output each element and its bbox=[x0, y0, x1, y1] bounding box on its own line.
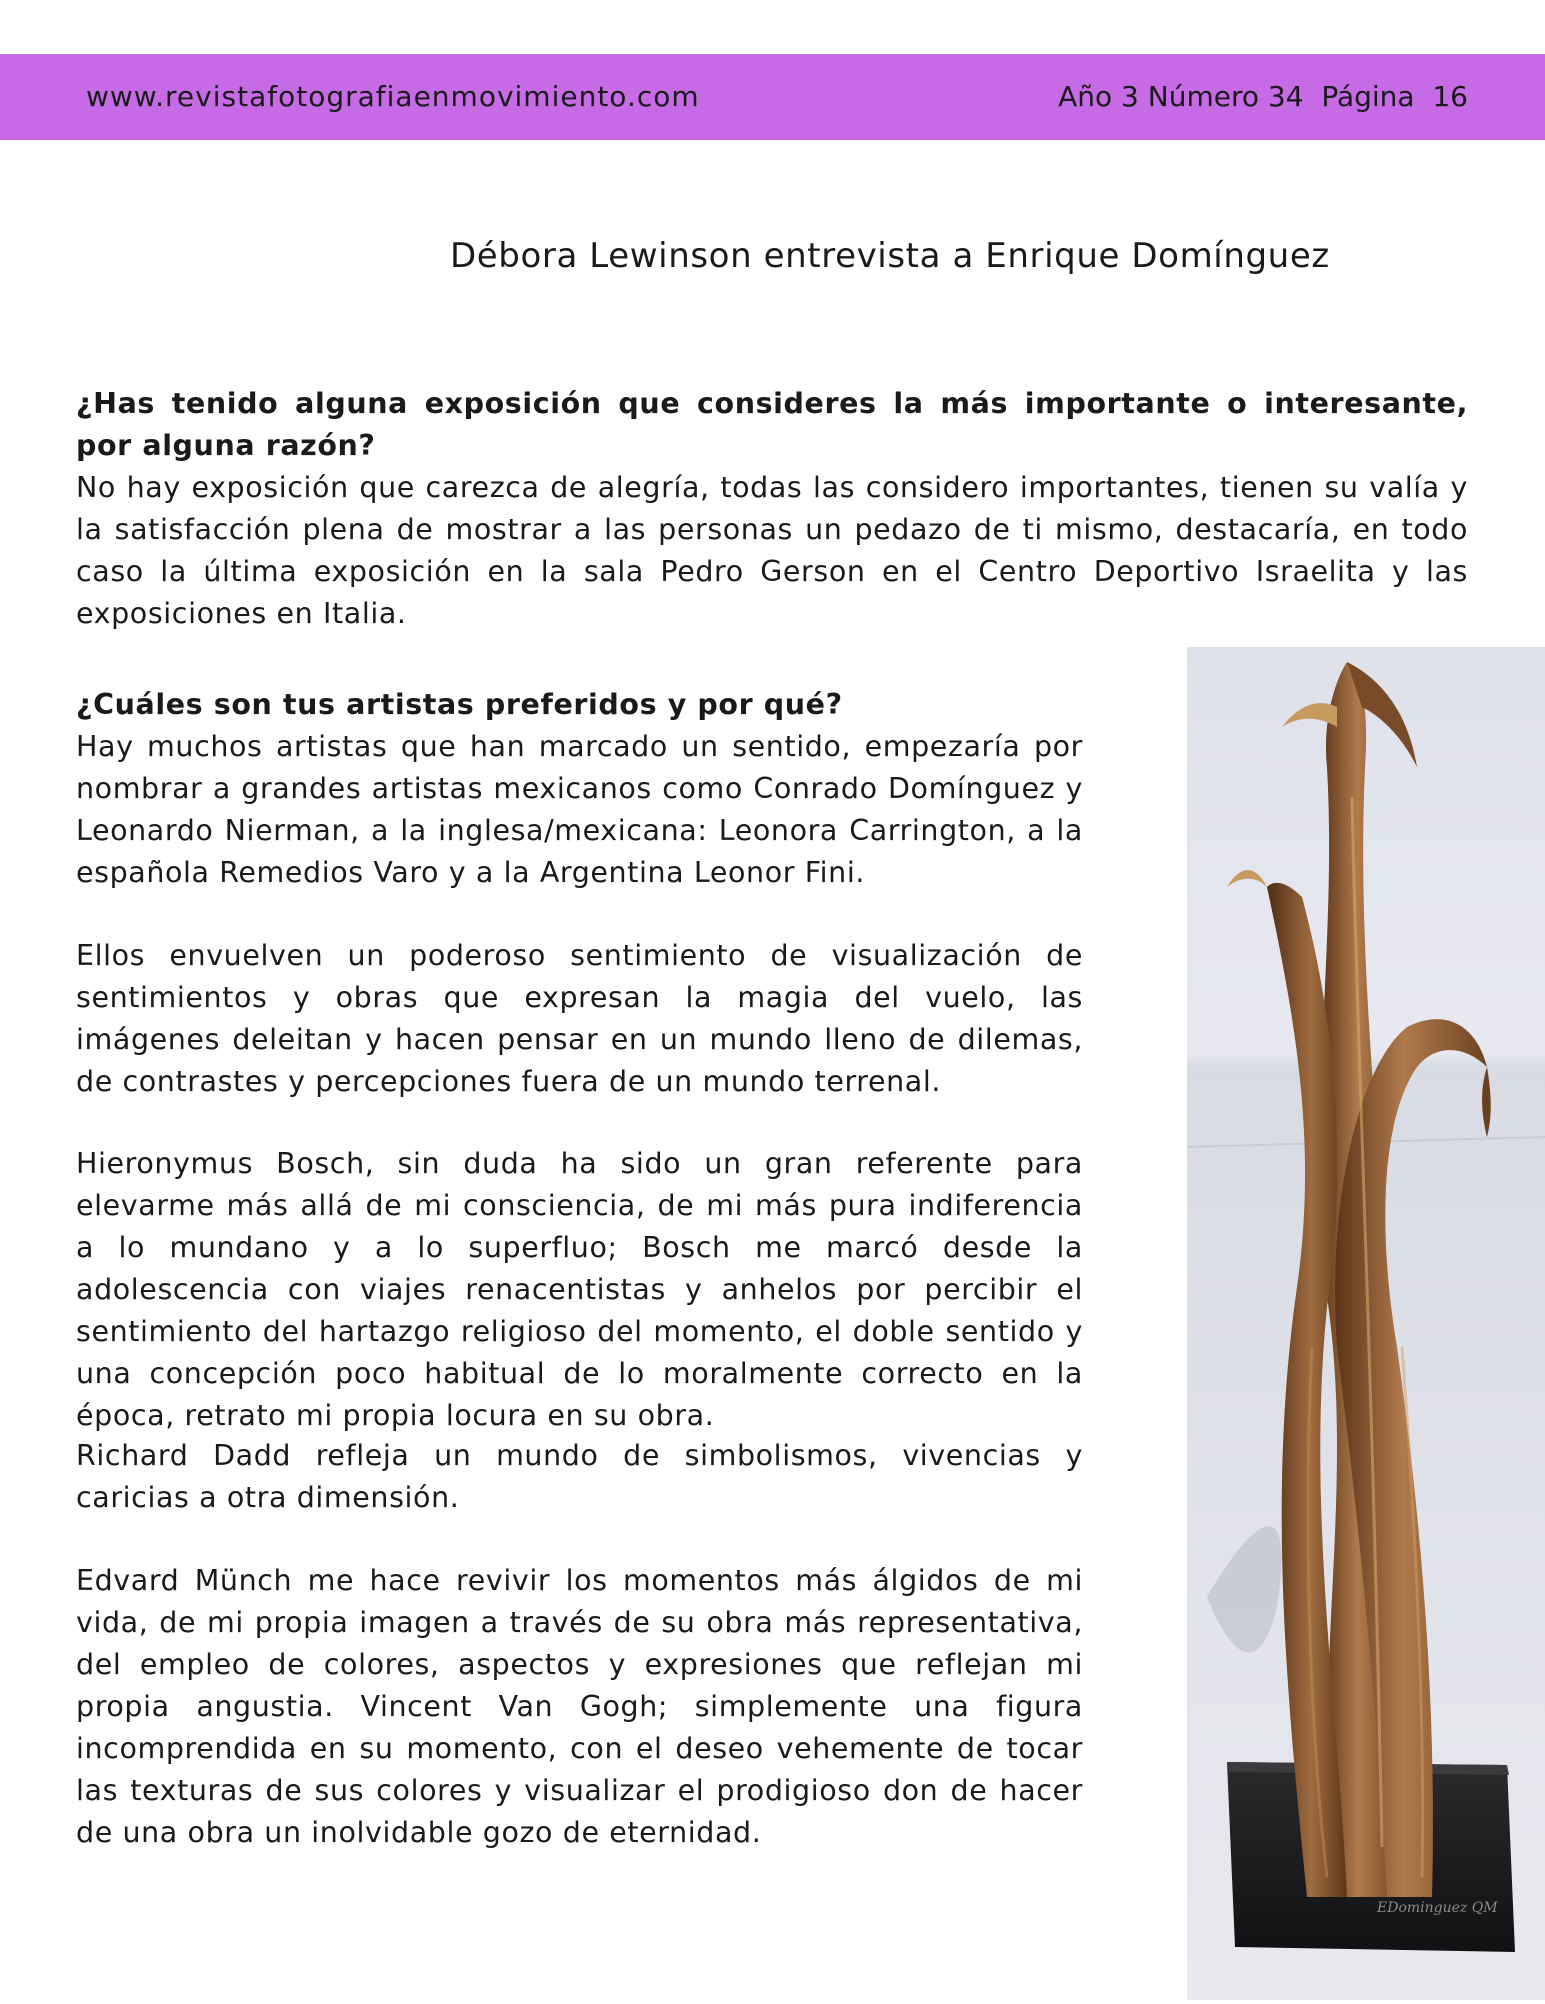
answer-2-paragraph-2: Ellos envuelven un poderoso sentimiento de visualización de sentimientos y obras que expresan la magia del vuelo, las imágenes deleitan y hacen pensar en un mundo lleno de dilemas, de contrastes y percepciones fuera de un mundo terrenal. bbox=[76, 939, 1083, 1098]
question-2: ¿Cuáles son tus artistas preferidos y por qué? bbox=[76, 688, 843, 721]
answer-2-paragraph-3: Hieronymus Bosch, sin duda ha sido un gran referente para elevarme más allá de mi consciencia, de mi más pura indiferencia a lo mundano y a lo superfluo; Bosch me marcó desde la adolescencia con viajes renacentistas y anhelos por percibir el sentimiento del hartazgo religioso del momento, el doble sentido y una concepción poco habitual de lo moralmente correcto en la época, retrato mi propia locura en su obra. bbox=[76, 1147, 1083, 1432]
answer-1: No hay exposición que carezca de alegría, todas las considero importantes, tienen su valía y la satisfacción plena de mostrar a las personas un pedazo de ti mismo, destacaría, en todo caso la última exposición en la sala Pedro Gerson en el Centro Deportivo Israelita y las exposiciones en Italia. bbox=[76, 471, 1468, 630]
question-1-block bbox=[76, 383, 1468, 635]
header-bar bbox=[0, 54, 1545, 140]
article-title: Débora Lewinson entrevista a Enrique Domínguez bbox=[450, 236, 1330, 276]
sculpture-signature: EDominguez QM bbox=[1377, 1900, 1498, 1916]
website-url[interactable]: www.revistafotografiaenmovimiento.com bbox=[86, 80, 700, 113]
answer-2-paragraph-1: Hay muchos artistas que han marcado un sentido, empezaría por nombrar a grandes artistas mexicanos como Conrado Domínguez y Leonardo Nierman, a la inglesa/mexicana: Leonora Carrington, a la española Remedios Varo y a la Argentina Leonor Fini. bbox=[76, 730, 1083, 889]
answer-2-paragraph-4: Richard Dadd refleja un mundo de simbolismos, vivencias y caricias a otra dimensión. bbox=[76, 1439, 1083, 1514]
question-1: ¿Has tenido alguna exposición que consideres la más importante o interesante, por alguna razón? bbox=[76, 387, 1468, 462]
answer-2-paragraph-5: Edvard Münch me hace revivir los momentos más álgidos de mi vida, de mi propia imagen a través de su obra más representativa, del empleo de colores, aspectos y expresiones que reflejan mi propia angustia. Vincent Van Gogh; simplemente una figura incomprendida en su momento, con el deseo vehemente de tocar las texturas de sus colores y visualizar el prodigioso don de hacer de una obra un inolvidable gozo de eternidad. bbox=[76, 1564, 1083, 1849]
issue-page-info: Año 3 Número 34 Página 16 bbox=[1058, 80, 1468, 113]
sculpture-photo bbox=[1187, 647, 1545, 2000]
